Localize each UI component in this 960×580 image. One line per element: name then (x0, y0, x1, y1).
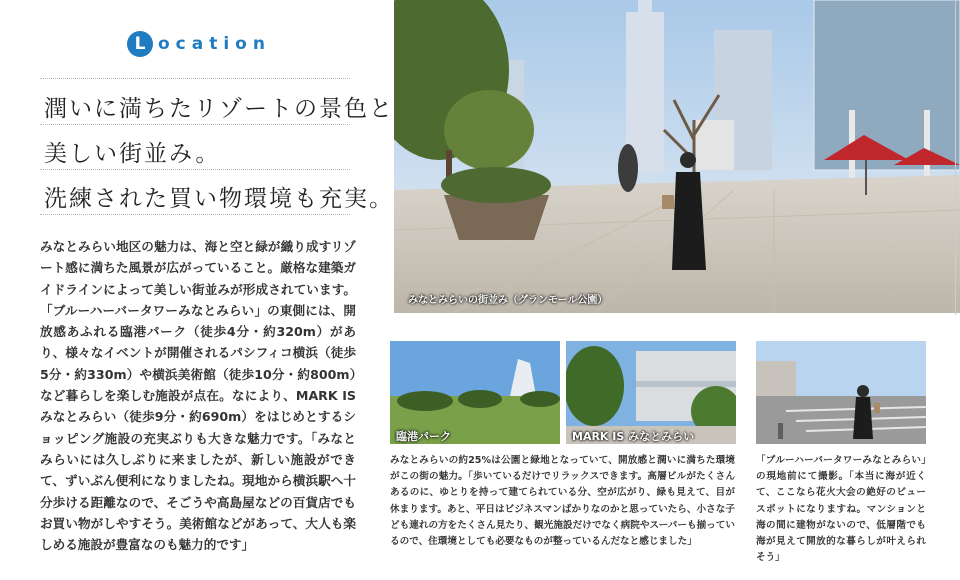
markis-photo (566, 341, 736, 444)
headline-line-3: 洗練された買い物環境も充実。 (44, 186, 394, 212)
divider (40, 214, 350, 215)
divider (40, 124, 350, 125)
headline-line-2: 美しい街並み。 (44, 141, 221, 167)
middle-caption: みなとみらいの約25%は公園と緑地となっていて、開放感と潤いに満ちた環境がこの街の魅力。「歩いているだけでリラックスできます。高層ビルがたくさんあるのに、ゆとりを持って建てられている分、空が広がり、緑も見えて、目が休まります。あと、平日はビジネスマンばかりなのかと思っていたら、小さな子ども連れの方をたくさん見たり、観光施設だけでなく病院やスーパーも揃っているので、住環境としても必要なものが整っているんだなと感じました」 (390, 455, 735, 548)
park-photo-caption: 臨港パーク (396, 430, 451, 443)
markis-photo-caption: MARK IS みなとみらい (572, 430, 695, 443)
divider (40, 78, 350, 79)
street-scene-image (394, 0, 960, 313)
headline-line-1: 潤いに満ちたリゾートの景色と (44, 96, 394, 122)
main-photo-caption: みなとみらいの街並み（グランモール公園） (408, 295, 608, 306)
waterfront-image (756, 341, 926, 444)
location-badge-icon (127, 31, 153, 57)
main-photo (394, 0, 960, 313)
section-title: ocation (158, 34, 271, 54)
park-photo (390, 341, 560, 444)
body-text: みなとみらい地区の魅力は、海と空と緑が織り成すリゾート感に満ちた風景が広がっていること。厳格な建築ガイドラインによって美しい街並みが形成されています。「ブルーハーバータワーみなとみらい」の東側には、開放感あふれる臨港パーク（徒歩4分・約320m）があり、様々なイベントが開催されるパシフィコ横浜（徒歩5分・約330m）や横浜美術館（徒歩10分・約800m）など暮らしを楽しむ施設が点在。なにより、MARK IS みなとみらい（徒歩9分・約690m）をはじめとするショッピング施設の充実ぶりも大きな魅力です。「みなとみらいには久しぶりに来ましたが、新しい施設ができて、ずいぶん便利になりましたね。現地から横浜駅へ十分歩ける距離なので、そごうや高島屋などの百貨店でもお買い物がしやすそう。美術館などがあって、大人も楽しめる施設が豊富なのも魅力的です」 (40, 239, 356, 553)
divider (40, 169, 350, 170)
right-caption: 「ブルーハーバータワーみなとみらい」の現地前にて撮影。「本当に海が近くて、ここなら花火大会の絶好のビュースポットになりますね。マンションと海の間に建物がないので、低層階でも海が見えて開放的な暮らしが叶えられそう」 (756, 455, 926, 564)
waterfront-photo (756, 341, 926, 444)
divider (955, 0, 956, 315)
location-badge-letter: L (134, 34, 146, 54)
